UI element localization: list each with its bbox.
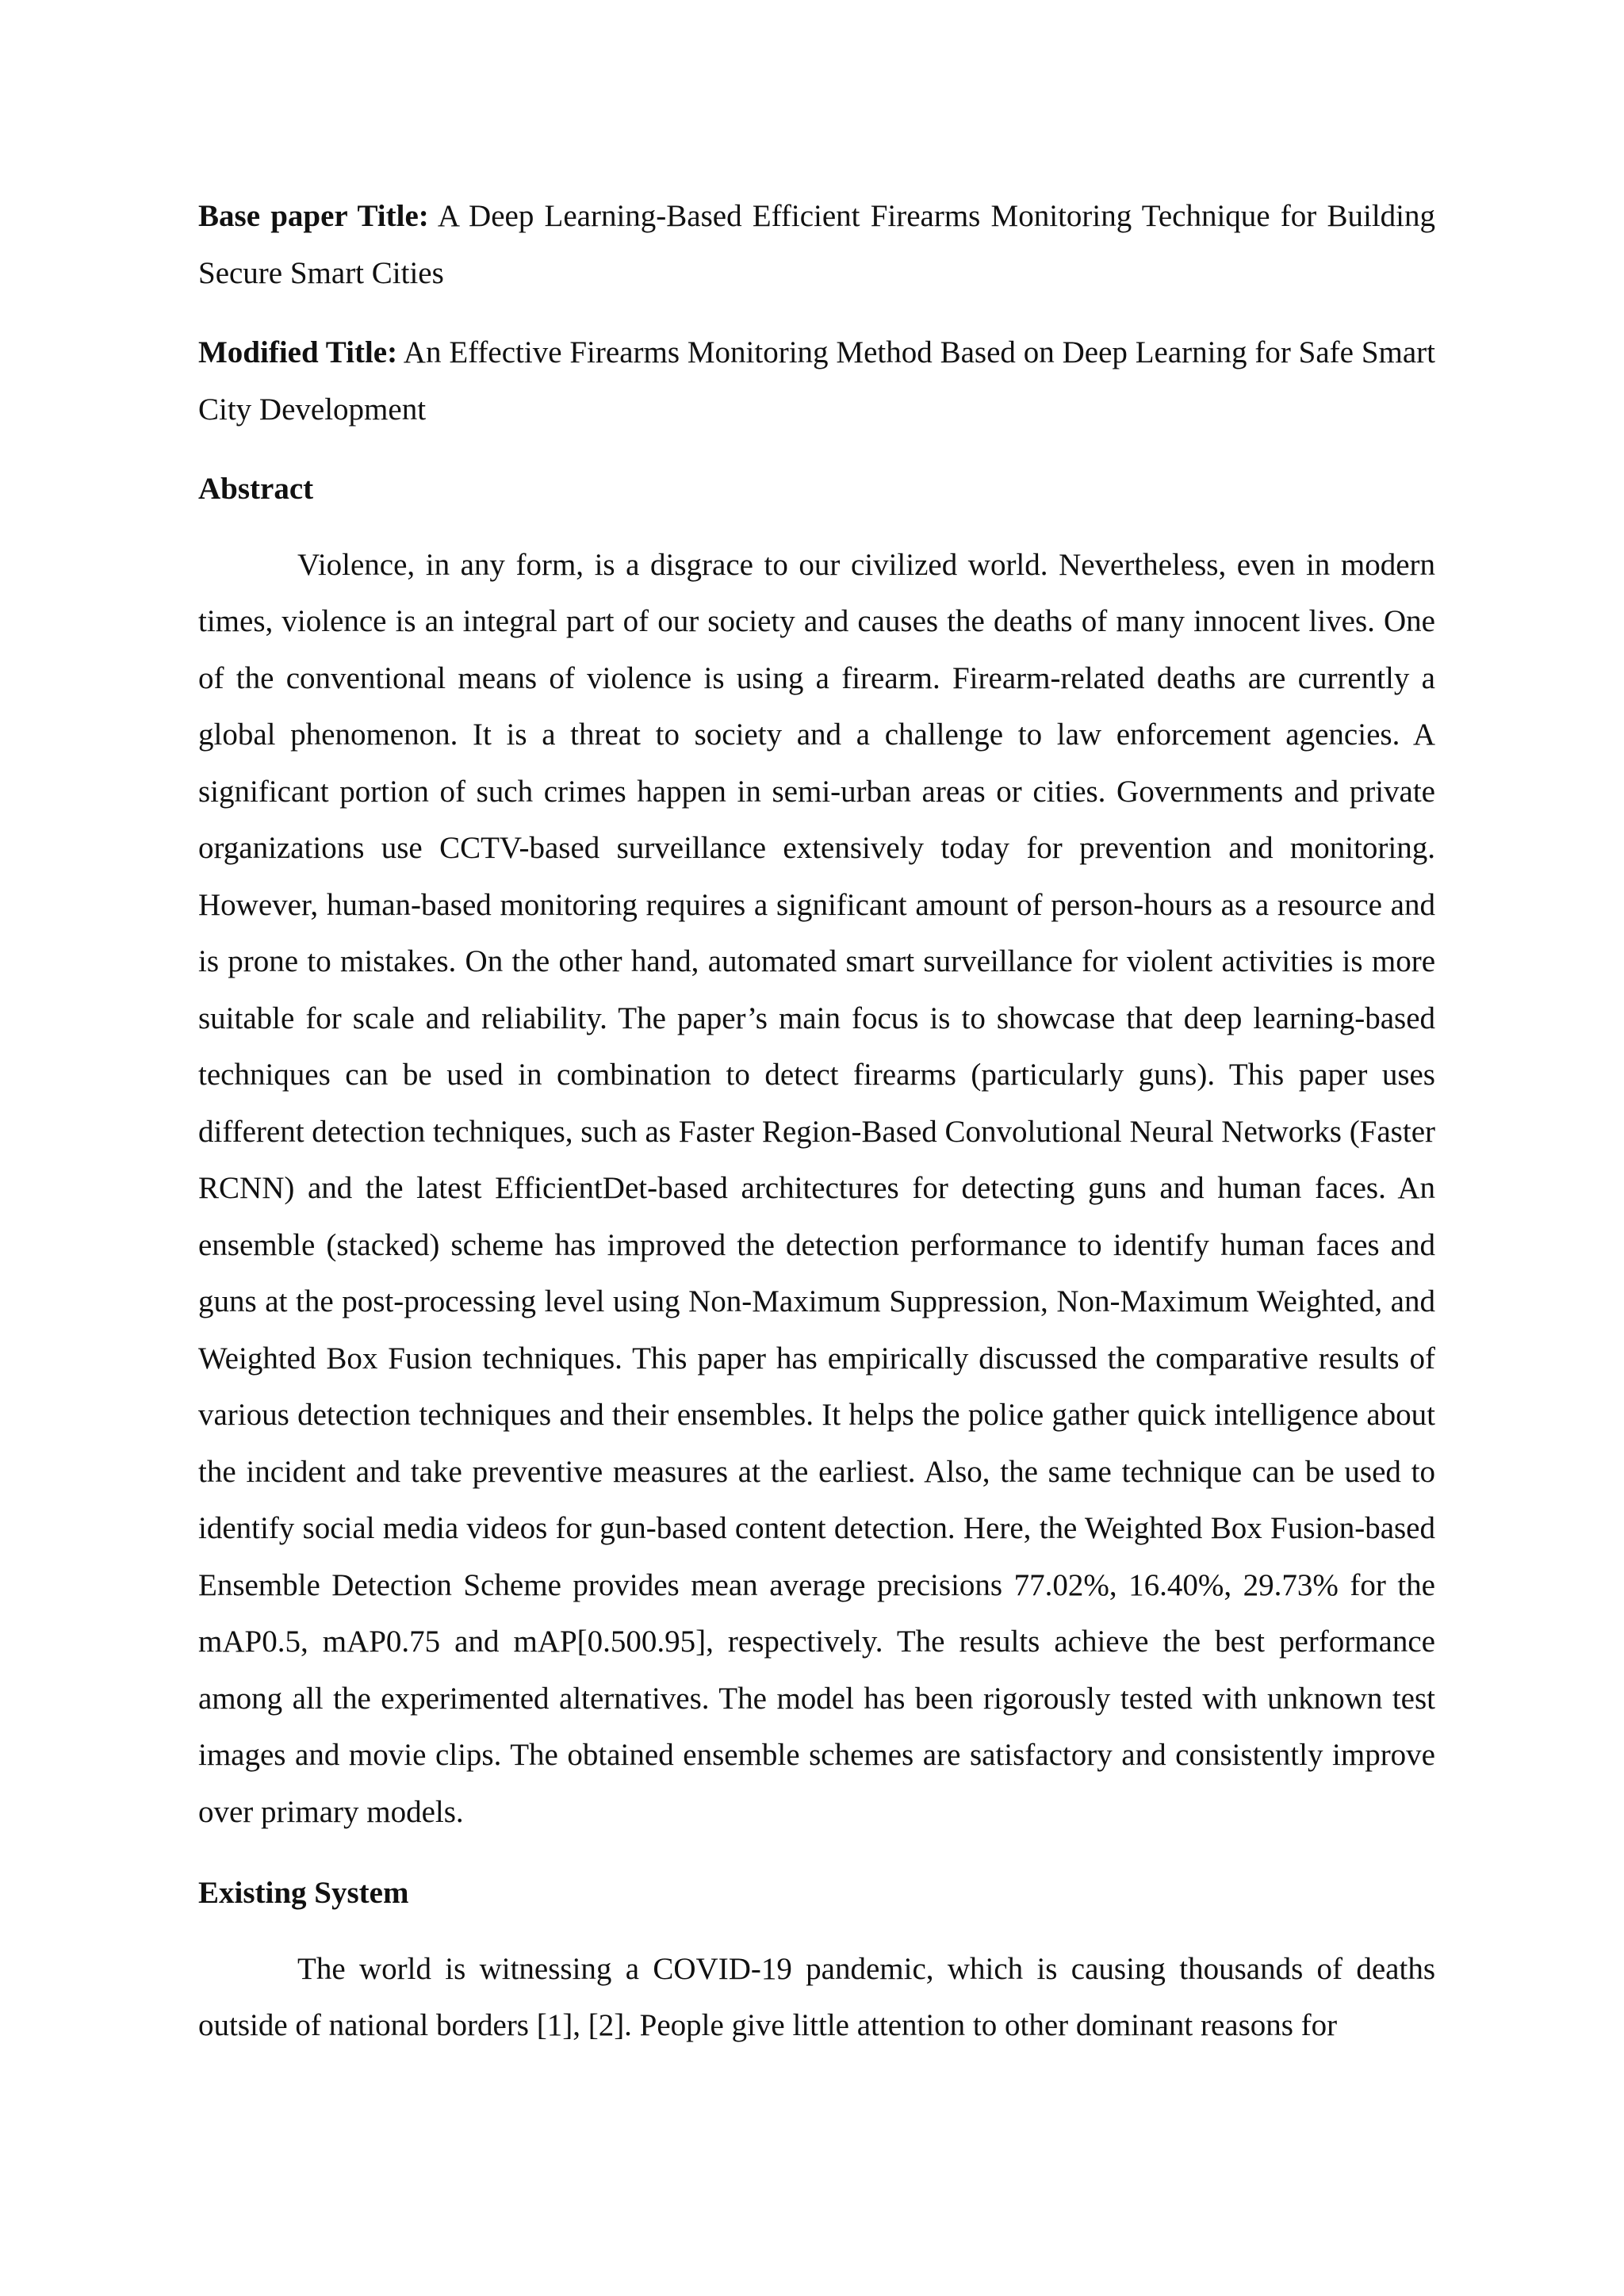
- existing-system-heading: Existing System: [198, 1876, 409, 1910]
- base-paper-title: [198, 188, 1435, 301]
- abstract-heading: Abstract: [198, 472, 314, 506]
- abstract-paragraph: Violence, in any form, is a disgrace to our civilized world. Nevertheless, even in modern times, violence is an integral part of our society and causes the deaths of many innocent lives. One of the conventional means of violence is using a firearm. Firearm-related deaths are currently a global phenomenon. It is a threat to society and a challenge to law enforcement agencies. A significant portion of such crimes happen in semi-urban areas or cities. Governments and private organizations use CCTV-based surveillance extensively today for prevention and monitoring. However, human-based monitoring requires a significant amount of person-hours as a resource and is prone to mistakes. On the other hand, automated smart surveillance for violent activities is more suitable for scale and reliability. The paper’s main focus is to showcase that deep learning-based techniques can be used in combination to detect firearms (particularly guns). This paper uses different detection techniques, such as Faster Region-Based Convolutional Neural Networks (Faster RCNN) and the latest EfficientDet-based architectures for detecting guns and human faces. An ensemble (stacked) scheme has improved the detection performance to identify human faces and guns at the post-processing level using Non-Maximum Suppression, Non-Maximum Weighted, and Weighted Box Fusion techniques. This paper has empirically discussed the comparative results of various detection techniques and their ensembles. It helps the police gather quick intelligence about the incident and take preventive measures at the earliest. Also, the same technique can be used to identify social media videos for gun-based content detection. Here, the Weighted Box Fusion-based Ensemble Detection Scheme provides mean average precisions 77.02%, 16.40%, 29.73% for the mAP0.5, mAP0.75 and mAP[0.500.95], respectively. The results achieve the best performance among all the experimented alternatives. The model has been rigorously tested with unknown test images and movie clips. The obtained ensemble schemes are satisfactory and consistently improve over primary models.: [198, 547, 1435, 1829]
- modified-title-text: An Effective Firearms Monitoring Method Based on Deep Learning for Safe Smart City Development: [198, 335, 1435, 427]
- modified-title: [198, 324, 1435, 438]
- base-paper-title-text: A Deep Learning-Based Efficient Firearms Monitoring Technique for Building Secure Smart Cities: [198, 199, 1435, 290]
- document-page: [198, 0, 1435, 2054]
- base-paper-title-label: Base paper Title:: [198, 199, 429, 233]
- existing-system-paragraph: The world is witnessing a COVID-19 pandemic, which is causing thousands of deaths outside of national borders [1], [2]. People give little attention to other dominant reasons for: [198, 1951, 1435, 2042]
- modified-title-label: Modified Title:: [198, 335, 398, 369]
